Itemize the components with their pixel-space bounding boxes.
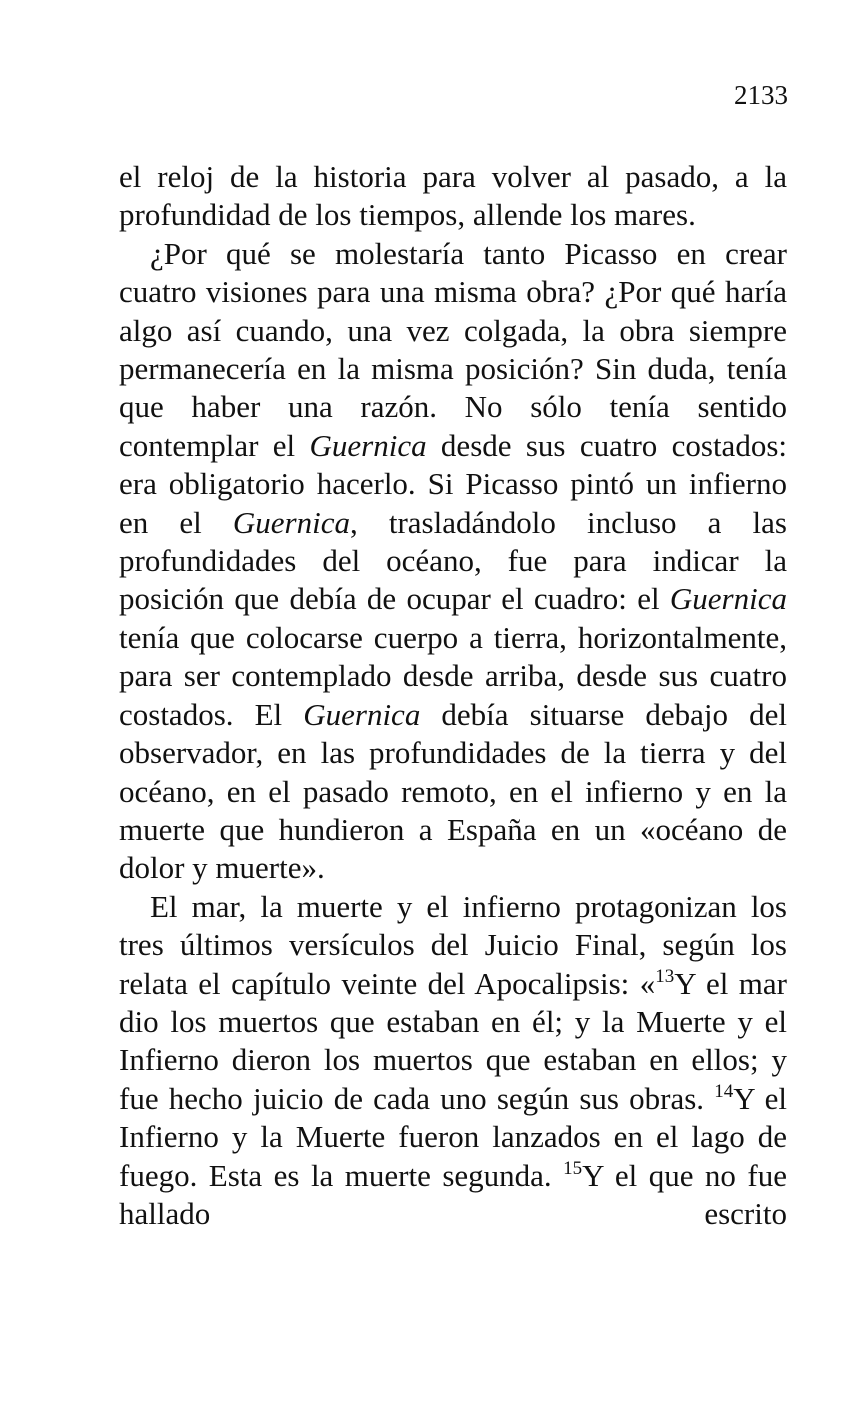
- text-segment: Y el que no fue hallado escrito: [119, 1157, 787, 1231]
- text-segment: debía situarse debajo del observador, en las profundidades de la tierra y del océano, en el pasado remoto, en el infierno y en la muerte que hundieron a España en un «océano de dolor y muerte».: [119, 696, 787, 886]
- italic-title: Guernica: [232, 504, 350, 540]
- text-segment: Y el Infierno y la Muerte fueron lanzados en el lago de fuego. Esta es la muerte segunda.: [119, 1080, 787, 1193]
- text-segment: , trasladándolo incluso a las profundidades del océano, fue para indicar la posición que debía de ocupar el cuadro: el: [119, 504, 787, 617]
- paragraph: [119, 158, 787, 235]
- text-segment: Y el mar dio los muertos que estaban en él; y la Muerte y el Infierno dieron los muertos que estaban en ellos; y fue hecho juicio de cada uno según sus obras.: [119, 965, 787, 1116]
- page-number: 2133: [734, 80, 788, 110]
- italic-title: Guernica: [669, 581, 787, 617]
- paragraph: [119, 235, 787, 888]
- verse-number: 13: [655, 965, 675, 987]
- italic-title: Guernica: [303, 696, 421, 732]
- verse-number: 15: [563, 1157, 583, 1179]
- italic-title: Guernica: [309, 427, 427, 463]
- text-segment: El mar, la muerte y el infierno protagonizan los tres últimos versículos del Juicio Final, según los relata el capítulo veinte del Apocalipsis: «: [119, 888, 787, 1001]
- paragraph: [119, 888, 787, 1234]
- text-segment: ¿Por qué se molestaría tanto Picasso en crear cuatro visiones para una misma obra? ¿Por qué haría algo así cuando, una vez colgada, la obra siempre permanecería en la misma posición? Sin duda, tenía que haber una razón. No sólo tenía sentido contemplar el: [119, 235, 787, 463]
- text-segment: el reloj de la historia para volver al pasado, a la profundidad de los tiempos, allende los mares.: [119, 159, 787, 233]
- body-text: [119, 158, 787, 1233]
- verse-number: 14: [714, 1080, 734, 1102]
- text-segment: desde sus cuatro costados: era obligatorio hacerlo. Si Picasso pintó un infierno en el: [119, 427, 787, 540]
- text-segment: tenía que colocarse cuerpo a tierra, horizontalmente, para ser contemplado desde arriba, desde sus cuatro costados. El: [119, 619, 787, 732]
